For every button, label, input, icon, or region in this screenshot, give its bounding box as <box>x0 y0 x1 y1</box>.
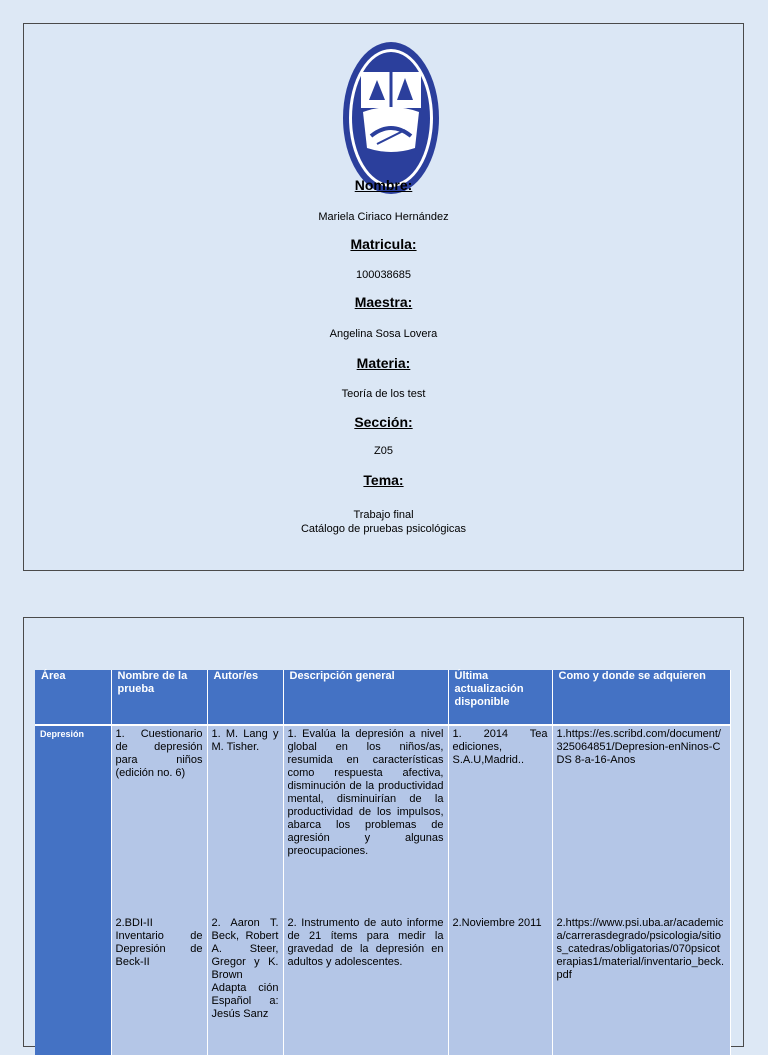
label-seccion: Sección: <box>354 414 413 430</box>
value-nombre: Mariela Ciriaco Hernández <box>318 211 449 223</box>
column-header-last-update: Última actualización disponible <box>448 670 552 725</box>
column-header-description: Descripción general <box>283 670 448 725</box>
column-header-area: Área <box>35 670 111 725</box>
area-cell: Depresión <box>35 725 111 1055</box>
column-header-source: Como y donde se adquieren <box>552 670 730 725</box>
value-tema-line2: Catálogo de pruebas psicológicas <box>300 523 467 535</box>
last-update-cell: 1. 2014 Tea ediciones, S.A.U,Madrid.. <box>448 725 552 915</box>
source-cell: 2.https://www.psi.uba.ar/academica/carrerasdegrado/psicologia/sitios_catedras/obligatorias/070psicoterapias1/material/inventario_beck.pdf <box>552 915 730 1055</box>
value-seccion: Z05 <box>374 445 393 457</box>
description-cell: 1. Evalúa la depresión a nivel global en los niños/as, resumida en características como respuesta afectiva, disminución de la productividad mental, disminuirían de la productividad de los impulsos, abarca los problemas de agresión y algunas preocupaciones. <box>283 725 448 915</box>
column-header-test-name: Nombre de la prueba <box>111 670 207 725</box>
authors-cell: 2. Aaron T. Beck, Robert A. Steer, Gregor y K. Brown Adapta ción Español a: Jesús Sanz <box>207 915 283 1055</box>
table-row <box>35 725 730 915</box>
label-matricula: Matricula: <box>350 236 417 252</box>
value-tema: Trabajo final <box>353 509 414 521</box>
test-name-cell: 2.BDI-II Inventario de Depresión de Beck-II <box>111 915 207 1055</box>
label-maestra: Maestra: <box>354 294 413 310</box>
catalog-page <box>23 617 744 1047</box>
authors-cell: 1. M. Lang y M. Tisher. <box>207 725 283 915</box>
label-tema: Tema: <box>363 472 404 488</box>
label-materia: Materia: <box>356 355 411 371</box>
value-maestra: Angelina Sosa Lovera <box>329 328 438 340</box>
table-header-row <box>35 670 730 725</box>
description-cell: 2. Instrumento de auto informe de 21 ítems para medir la gravedad de la depresión en adultos y adolescentes. <box>283 915 448 1055</box>
source-cell: 1.https://es.scribd.com/document/325064851/Depresion-enNinos-CDS 8-a-16-Anos <box>552 725 730 915</box>
value-materia: Teoría de los test <box>341 388 426 400</box>
label-nombre: Nombre: <box>354 177 413 193</box>
cover-page <box>23 23 744 571</box>
column-header-authors: Autor/es <box>207 670 283 725</box>
test-catalog-table <box>35 670 731 1055</box>
last-update-cell: 2.Noviembre 2011 <box>448 915 552 1055</box>
table-row <box>35 915 730 1055</box>
value-matricula: 100038685 <box>355 269 412 281</box>
university-seal-logo <box>341 40 441 196</box>
test-name-cell: 1. Cuestionario de depresión para niños (edición no. 6) <box>111 725 207 915</box>
